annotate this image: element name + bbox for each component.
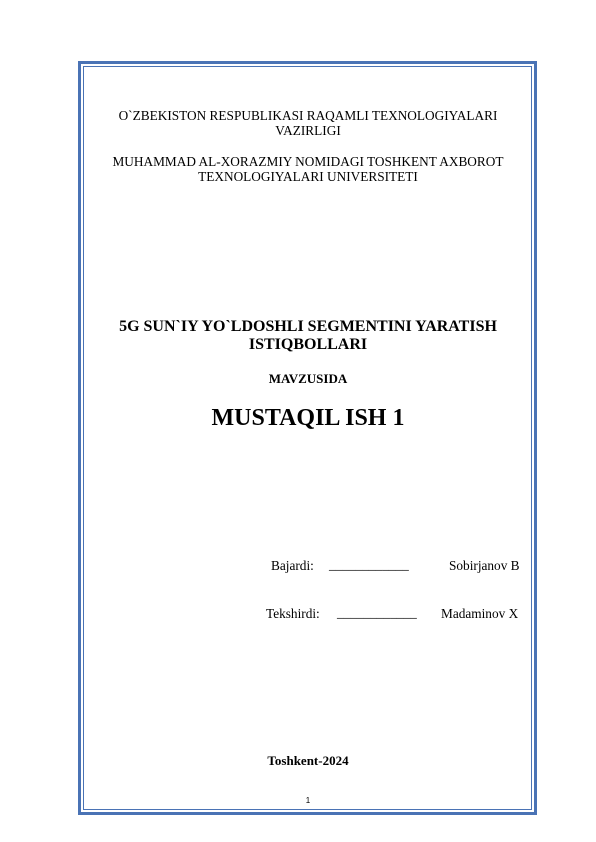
ministry-heading: O`ZBEKISTON RESPUBLIKASI RAQAMLI TEXNOLOGIYALARI VAZIRLIGI [118, 108, 498, 138]
university-heading: MUHAMMAD AL-XORAZMIY NOMIDAGI TOSHKENT AXBOROT TEXNOLOGIYALARI UNIVERSITETI [112, 154, 504, 184]
page-number: 1 [305, 796, 311, 805]
done-by-label: Bajardi: [271, 558, 314, 573]
done-by-signature-line: ____________ [329, 557, 409, 572]
topic-title: 5G SUN`IY YO`LDOSHLI SEGMENTINI YARATISH ISTIQBOLLARI [119, 318, 497, 353]
checked-by-signature-line: ____________ [337, 605, 417, 620]
checked-by-name: Madaminov X [441, 606, 519, 621]
city-year: Toshkent-2024 [267, 753, 349, 768]
done-by-name: Sobirjanov B [449, 558, 520, 573]
checked-by-label: Tekshirdi: [266, 606, 320, 621]
mavzuda-label: MAVZUSIDA [268, 371, 348, 386]
work-title: MUSTAQIL ISH 1 [211, 405, 405, 431]
